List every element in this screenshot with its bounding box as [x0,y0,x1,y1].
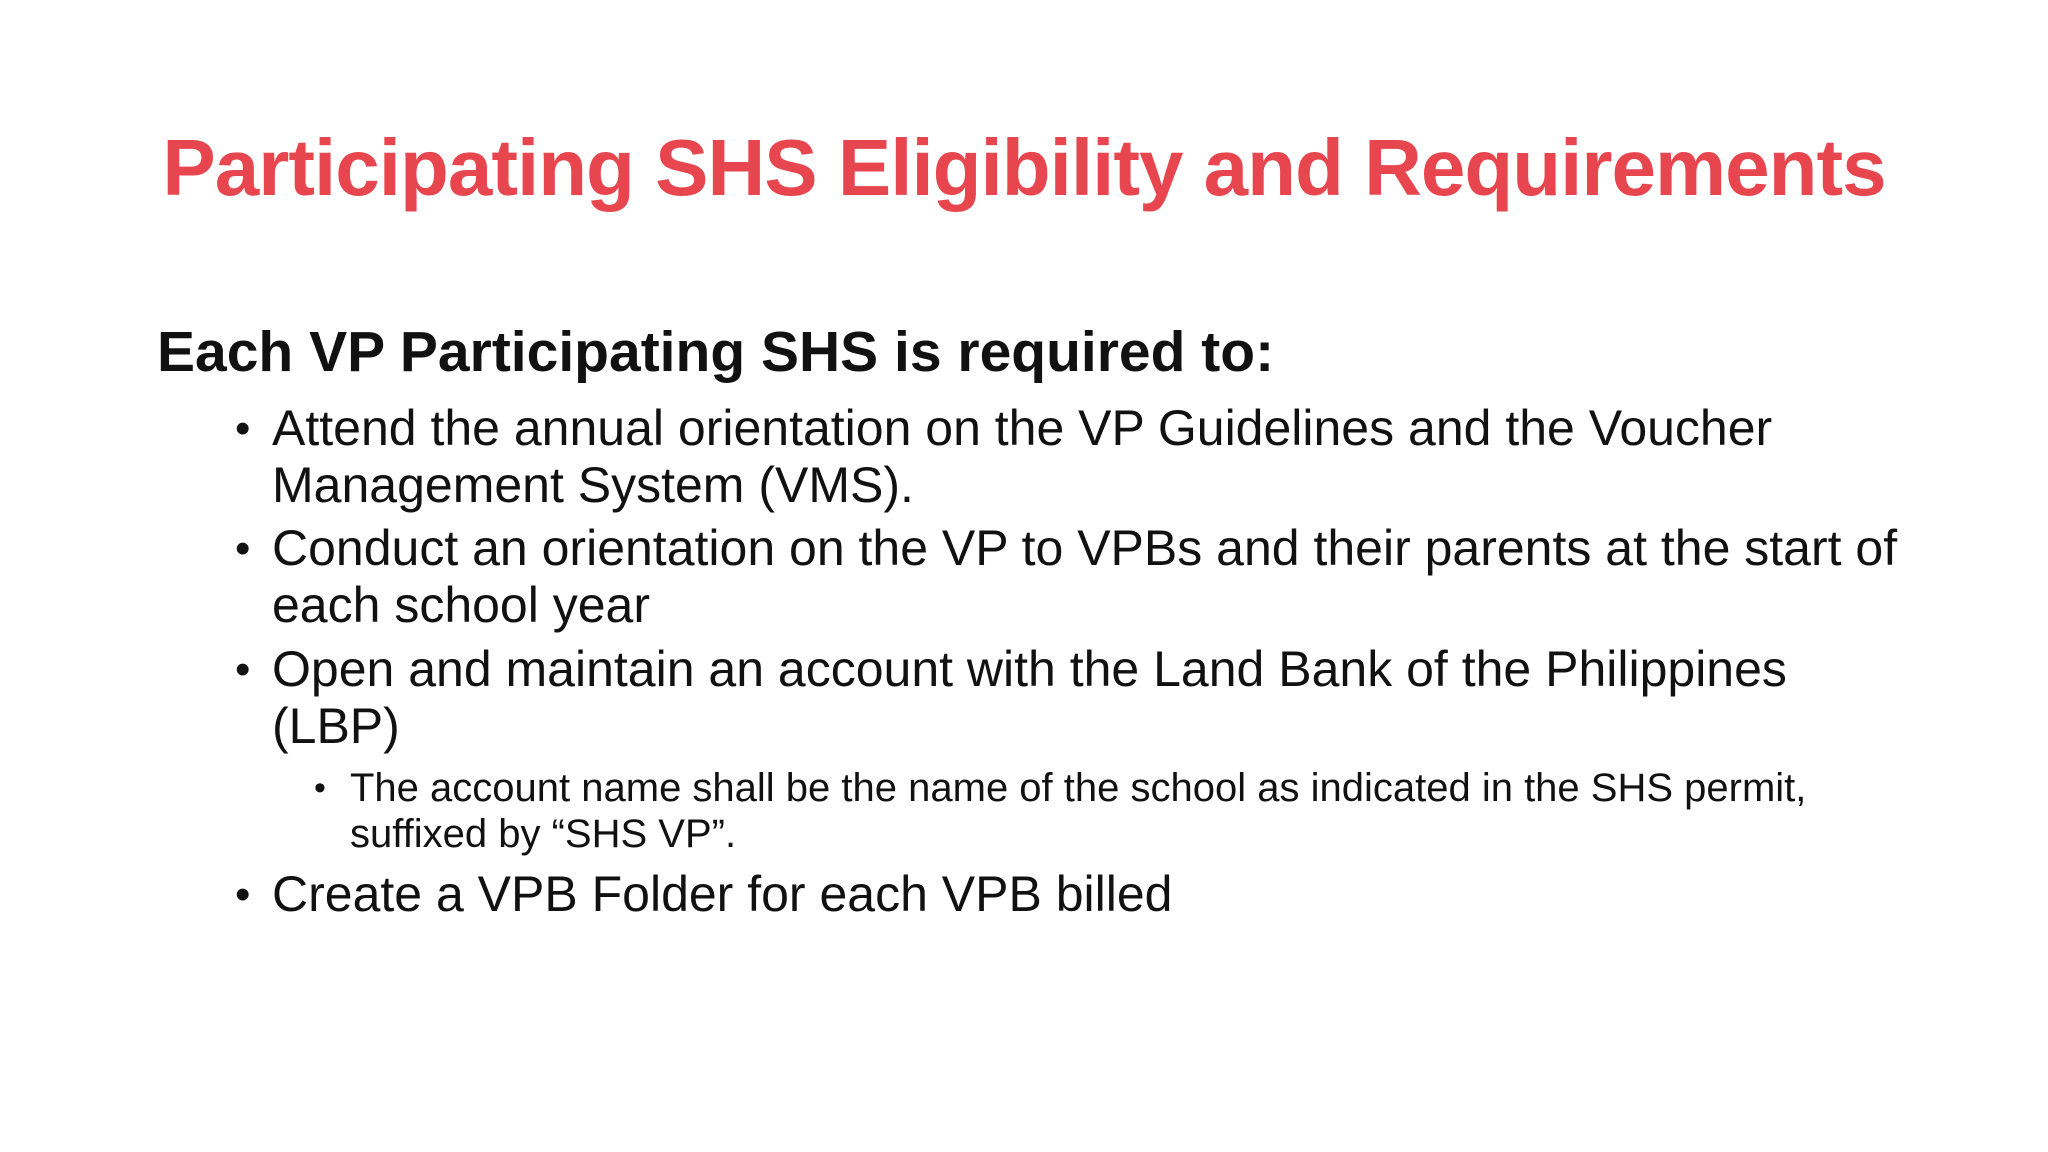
bullet-icon: • [235,404,251,453]
list-item-vpb-folder [235,866,1912,923]
list-item-text: Conduct an orientation on the VP to VPBs and their parents at the start of each school year [272,520,1898,633]
list-item-text: Attend the annual orientation on the VP Guidelines and the Voucher Management System (VMS). [272,400,1773,513]
lead-text: Each VP Participating SHS is required to: [157,320,1275,384]
sub-bullet-icon: • [314,769,326,807]
sub-list-item-text: The account name shall be the name of the school as indicated in the SHS permit, suffixed by “SHS VP”. [350,766,1807,856]
bullet-icon: • [235,645,251,694]
list-item-parent-orientation [235,520,1912,634]
list-item-lbp-account [235,641,1912,755]
list-item-text: Create a VPB Folder for each VPB billed [272,866,1173,922]
list-item-orientation [235,400,1912,514]
bullet-icon: • [235,524,251,573]
slide-title: Participating SHS Eligibility and Requirements [162,123,1886,212]
list-item-text: Open and maintain an account with the Land Bank of the Philippines (LBP) [272,641,1787,754]
sub-list-item-account-name [314,765,1850,857]
bullet-icon: • [235,870,251,919]
